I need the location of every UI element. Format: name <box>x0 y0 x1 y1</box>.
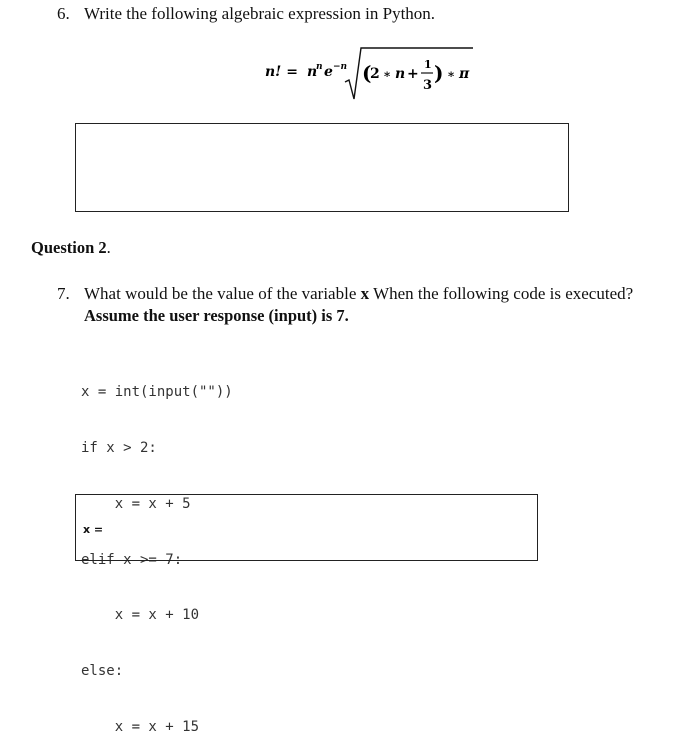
factorial-formula <box>263 46 483 104</box>
formula-pi: π <box>459 66 470 82</box>
answer-box-question-6[interactable] <box>75 123 569 212</box>
formula-star2: ∗ <box>447 67 456 81</box>
question-7-assumption: Assume the user response (input) is 7. <box>84 306 349 325</box>
code-line: x = x + 5 <box>81 495 191 512</box>
question-2-period: . <box>106 238 111 257</box>
formula-n-inner: n <box>395 66 406 82</box>
question-6-number: 6. <box>57 4 70 23</box>
formula-numerator: 1 <box>424 58 432 71</box>
question-7-var: x <box>360 284 370 303</box>
formula-denominator: 3 <box>423 78 433 93</box>
question-7-number: 7. <box>57 284 70 303</box>
question-2-heading <box>31 238 111 258</box>
code-line: x = x + 15 <box>81 718 200 735</box>
code-line: else: <box>81 663 124 680</box>
answer-prefix: x = <box>83 523 104 536</box>
question-7-text-after: When the following code is executed? <box>369 284 634 303</box>
formula-e: e <box>324 64 333 80</box>
code-line: if x > 2: <box>81 439 157 456</box>
code-line: x = x + 10 <box>81 607 200 624</box>
code-line: elif x >= 7: <box>81 551 183 568</box>
question-7-text <box>84 284 684 304</box>
formula-paren-close: ) <box>434 61 444 85</box>
answer-box-question-7[interactable] <box>75 494 538 561</box>
formula-n-base: n <box>307 64 318 80</box>
question-6-text: Write the following algebraic expression in Python. <box>84 4 436 23</box>
formula-exp2: −n <box>333 62 348 72</box>
formula-lhs: n! = <box>265 64 298 80</box>
question-2-label: Question 2 <box>31 238 107 257</box>
code-line: x = int(input("")) <box>81 384 233 401</box>
formula-star1: ∗ <box>383 67 392 81</box>
formula-exp1: n <box>316 62 323 72</box>
formula-two: 2 <box>370 66 380 82</box>
formula-paren-open: ( <box>362 61 372 85</box>
question-7-text-before: What would be the value of the variable <box>84 284 361 303</box>
formula-plus: + <box>407 66 419 82</box>
